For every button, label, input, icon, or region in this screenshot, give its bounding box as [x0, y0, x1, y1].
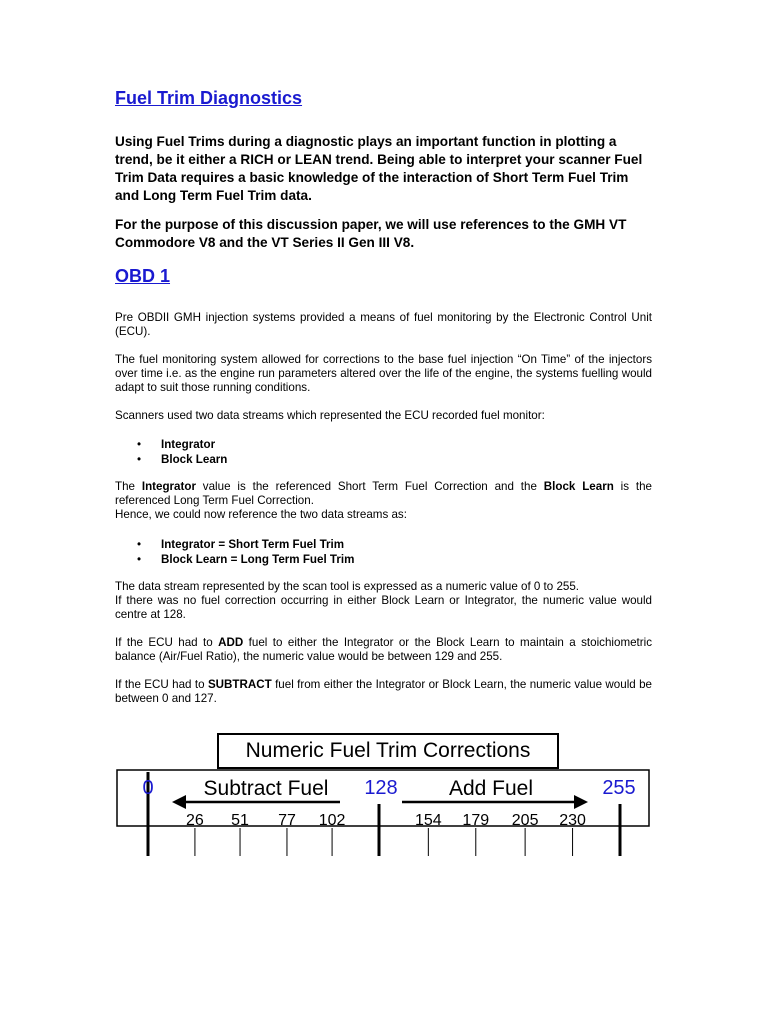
body-paragraph: If there was no fuel correction occurring in either Block Learn or Integrator, the numeric value would centre at 128. [115, 594, 652, 621]
list-item: • Block Learn [115, 452, 227, 467]
bullet-list [115, 537, 354, 567]
scale-mid-label: 128 [364, 777, 398, 799]
list-item: • Block Learn = Long Term Fuel Trim [115, 552, 354, 567]
intro-paragraph: Using Fuel Trims during a diagnostic plays an important function in plotting a trend, be it either a RICH or LEAN trend. Being able to interpret your scanner Fuel Trim Data requires a basic knowledge of the interaction of Short Term Fuel Trim and Long Term Fuel Trim data. [115, 134, 643, 203]
text-run: value is the referenced Short Term Fuel Correction and the [195, 480, 544, 493]
body-paragraph [115, 678, 652, 706]
add-fuel-label: Add Fuel [448, 777, 534, 800]
body-paragraph: Hence, we could now reference the two data streams as: [115, 508, 407, 521]
tick-label: 179 [462, 812, 490, 829]
body-paragraph [115, 636, 652, 664]
text-run: fuel from either the Integrator or Block Learn, the numeric value would be between 0 and 127. [115, 678, 652, 705]
body-paragraph: The fuel monitoring system allowed for corrections to the base fuel injection “On Time” of the injectors over time i.e. as the engine run parameters altered over the life of the engine, the systems fuelling would adapt to suit those running conditions. [115, 353, 652, 394]
body-paragraph [115, 480, 652, 508]
page-title[interactable]: Fuel Trim Diagnostics [115, 88, 303, 108]
subtract-fuel-label: Subtract Fuel [203, 777, 329, 800]
scale-min-label: 0 [142, 777, 154, 799]
diagram-title: Numeric Fuel Trim Corrections [245, 739, 531, 762]
subtract-arrowhead [172, 795, 186, 809]
list-item: • Integrator = Short Term Fuel Trim [115, 537, 354, 552]
bold-term: Block Learn [543, 480, 614, 493]
diagram-title-box [217, 733, 559, 769]
body-paragraph: Pre OBDII GMH injection systems provided a means of fuel monitoring by the Electronic Control Unit (ECU). [115, 311, 652, 338]
tick-label: 102 [318, 812, 346, 829]
bullet-list [115, 437, 227, 467]
body-paragraph: Scanners used two data streams which represented the ECU recorded fuel monitor: [115, 409, 545, 422]
tick-label: 51 [231, 812, 249, 829]
tick-group [186, 812, 586, 856]
bold-term: ADD [218, 636, 244, 649]
text-run: fuel to either the Integrator or the Block Learn to maintain a stoichiometric balance (Air/Fuel Ratio), the numeric value would be between 129 and 255. [115, 636, 653, 663]
text-run: If the ECU had to [115, 678, 208, 691]
body-paragraph: The data stream represented by the scan tool is expressed as a numeric value of 0 to 255. [115, 580, 580, 593]
scale-frame [117, 770, 649, 826]
bold-term: SUBTRACT [207, 678, 272, 691]
tick-label: 205 [511, 812, 539, 829]
text-run: is the referenced Long Term Fuel Correction. [115, 480, 653, 507]
tick-label: 77 [278, 812, 296, 829]
scale-max-label: 255 [602, 777, 636, 799]
intro-paragraph: For the purpose of this discussion paper, we will use references to the GMH VT Commodore V8 and the VT Series II Gen III V8. [115, 217, 627, 250]
text-run: If the ECU had to [115, 636, 219, 649]
list-item: • Integrator [115, 437, 227, 452]
add-arrowhead [574, 795, 588, 809]
section-heading-obd1[interactable]: OBD 1 [115, 266, 171, 286]
text-run: The [115, 480, 142, 493]
tick-label: 154 [414, 812, 442, 829]
tick-label: 230 [559, 812, 586, 829]
tick-label: 26 [186, 812, 204, 829]
bold-term: Integrator [141, 480, 196, 493]
